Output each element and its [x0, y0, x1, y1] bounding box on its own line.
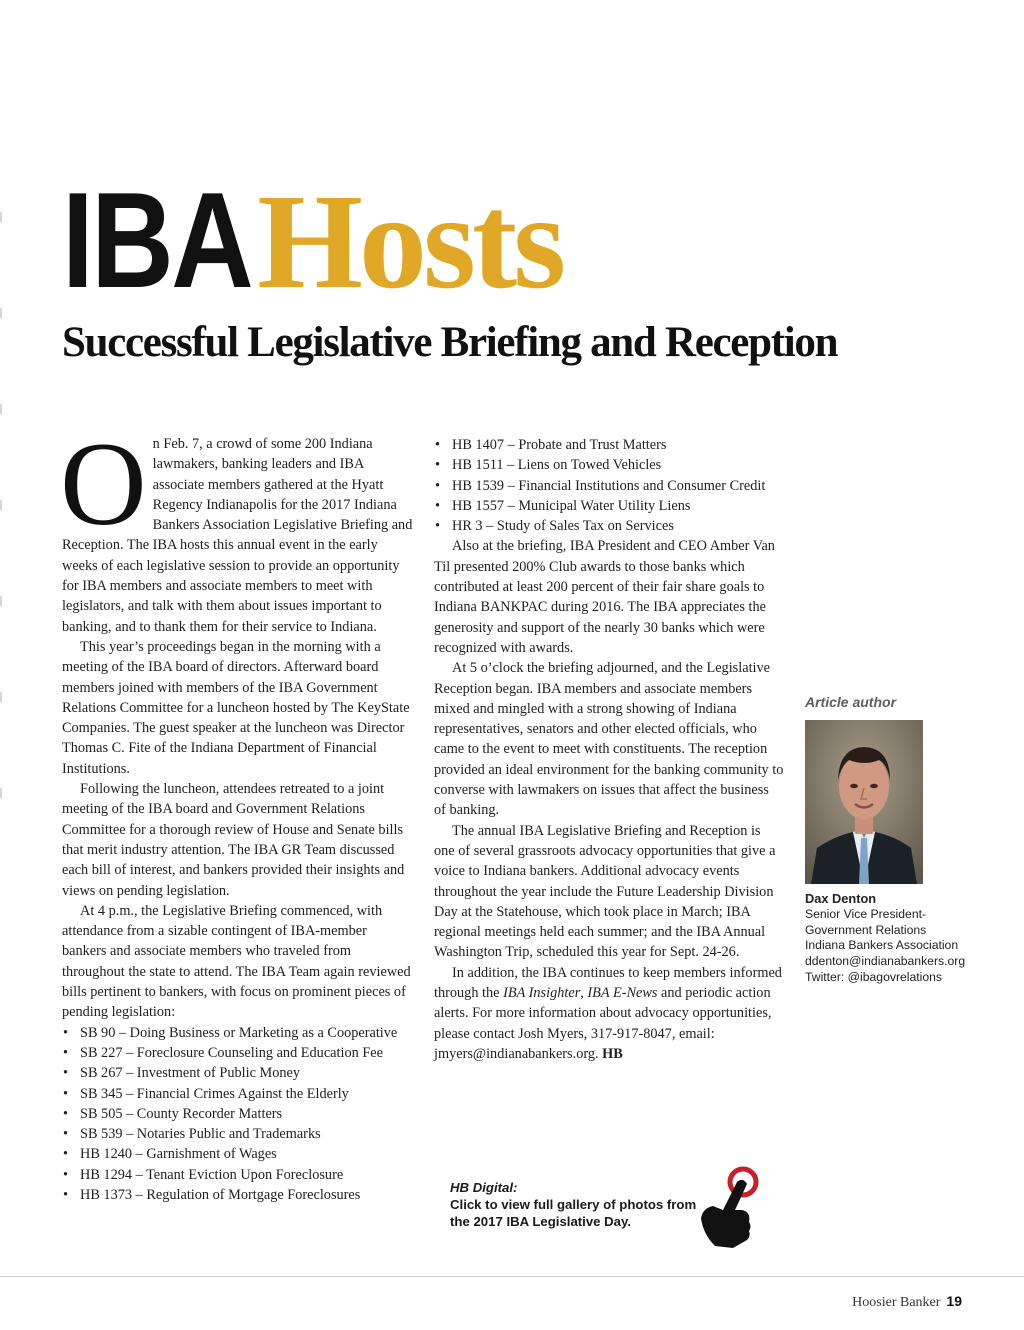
author-twitter: Twitter: @ibagovrelations	[805, 969, 943, 984]
bill-list-item: • HB 1240 – Garnishment of Wages	[62, 1144, 414, 1164]
article-column-1	[60, 417, 414, 1205]
bullet-icon: •	[63, 1105, 69, 1122]
bullet-icon: •	[63, 1166, 69, 1183]
publication-name: IBA Insighter	[503, 985, 581, 1002]
bill-list-item: • HB 1373 – Regulation of Mortgage Foreclosures	[62, 1185, 414, 1205]
bullet-icon: •	[63, 1044, 69, 1061]
author-portrait-image	[805, 720, 923, 884]
title-hosts: Hosts	[257, 167, 563, 317]
bill-list-item: • HB 1511 – Liens on Towed Vehicles	[434, 455, 784, 475]
bill-list	[62, 1023, 414, 1206]
article-paragraph: At 4 p.m., the Legislative Briefing commenced, with attendance from a sizable contingent of IBA-member bankers and associate members who traveled from throughout the state to attend. The IBA Team again reviewed bills pertinent to bankers, with focus on prominent pieces of pending legislation:	[62, 902, 411, 1021]
author-title: Senior Vice President-	[805, 906, 927, 921]
page-title	[62, 164, 563, 317]
author-label: Article author	[805, 694, 897, 710]
author-email: ddenton@indianabankers.org	[805, 954, 966, 969]
bill-list-item: • SB 505 – County Recorder Matters	[62, 1104, 414, 1124]
bullet-icon: •	[435, 518, 441, 535]
article-paragraph: Following the luncheon, attendees retreated to a joint meeting of the IBA board and Government Relations Committee for a thorough review of House and Senate bills that merit industry attention. The IBA GR Team discussed each bill of interest, and bankers provided their insights and views on pending legislation.	[62, 781, 405, 899]
bullet-icon: •	[63, 1126, 69, 1143]
article-paragraph: This year’s proceedings began in the morning with a meeting of the IBA board of directors. Afterward board members joined with members of the IBA Government Relations Committee for a luncheon hosted by The KeyState Companies. The guest speaker at the luncheon was Director Thomas C. Fite of the Indiana Department of Financial Institutions.	[62, 638, 410, 777]
author-name: Dax Denton	[805, 891, 877, 906]
author-photo	[805, 720, 923, 884]
page-edge-marks	[0, 212, 2, 832]
hb-digital-gallery-link[interactable]	[450, 1179, 710, 1230]
bullet-icon: •	[63, 1024, 69, 1041]
bullet-icon: •	[63, 1065, 69, 1082]
bill-list-item: • HB 1294 – Tenant Eviction Upon Foreclosure	[62, 1165, 414, 1185]
bill-list-item: • SB 267 – Investment of Public Money	[62, 1063, 414, 1083]
bill-list-item: • SB 90 – Doing Business or Marketing as a Cooperative	[62, 1023, 414, 1043]
pointing-hand-icon[interactable]	[697, 1160, 763, 1248]
bullet-icon: •	[435, 457, 441, 474]
bullet-icon: •	[435, 497, 441, 514]
publication-name: IBA E-News	[587, 985, 658, 1002]
bill-list-item: • HR 3 – Study of Sales Tax on Services	[434, 516, 784, 536]
drop-cap: O	[60, 417, 147, 550]
bullet-icon: •	[63, 1146, 69, 1163]
article-paragraph: In addition, the IBA continues to keep members informed through the IBA Insighter, IBA E-News and periodic action alerts. For more information about advocacy opportunities, please contact Josh Myers, 317-917-8047, email: jmyers@indianabankers.org. HB	[434, 964, 782, 1062]
footer-rule	[0, 1276, 1024, 1277]
bill-list-item: • HB 1557 – Municipal Water Utility Liens	[434, 496, 784, 516]
bill-list-item: • SB 227 – Foreclosure Counseling and Education Fee	[62, 1043, 414, 1063]
page-number: 19	[946, 1293, 962, 1309]
bullet-icon: •	[63, 1186, 69, 1203]
hb-digital-label: HB Digital:	[450, 1180, 518, 1195]
author-info	[805, 891, 1015, 986]
title-iba: IBA	[62, 164, 252, 316]
author-title: Government Relations	[805, 922, 927, 937]
page-subtitle: Successful Legislative Briefing and Reception	[62, 319, 838, 366]
article-paragraph: Also at the briefing, IBA President and CEO Amber Van Til presented 200% Club awards to those banks which contributed at least 200 percent of their fair share goals to Indiana BANKPAC during 2016. The IBA appreciates the generosity and support of the nearly 30 banks which were recognized with awards.	[434, 538, 775, 656]
end-mark: HB	[602, 1045, 623, 1062]
article-paragraph: On Feb. 7, a crowd of some 200 Indiana lawmakers, banking leaders and IBA associate members gathered at the Hyatt Regency Indianapolis for the 2017 Indiana Bankers Association Legislative Briefing and Reception. The IBA hosts this annual event in the early weeks of each legislative session to provide an opportunity for IBA members and associate members to meet with legislators, and talk with them about issues important to banking, and to thank them for their service to Indiana.	[60, 417, 413, 635]
bullet-icon: •	[435, 477, 441, 494]
bill-list-item: • SB 345 – Financial Crimes Against the Elderly	[62, 1084, 414, 1104]
publication-name: Hoosier Banker	[852, 1295, 941, 1310]
bill-list-item: • HB 1407 – Probate and Trust Matters	[434, 435, 784, 455]
bill-list-item: • SB 539 – Notaries Public and Trademarks	[62, 1124, 414, 1144]
article-paragraph: At 5 o’clock the briefing adjourned, and the Legislative Reception began. IBA members and associate members mixed and mingled with a strong showing of Indiana representatives, senators and other elected officials, who came to the event to meet with constituents. The reception provided an ideal environment for the banking community to converse with lawmakers on issues that affect the business of banking.	[434, 660, 784, 819]
article-column-2	[434, 435, 784, 1064]
bill-list	[434, 435, 784, 536]
article-paragraph: The annual IBA Legislative Briefing and Reception is one of several grassroots advocacy opportunities that give a voice to Indiana bankers. Additional advocacy events throughout the year include the Future Leadership Division Day at the Statehouse, which took place in March; IBA regional meetings held each summer; and the IBA Annual Washington Trip, scheduled this year for Sept. 24-26.	[434, 822, 776, 961]
page-footer	[852, 1293, 962, 1311]
bullet-icon: •	[63, 1085, 69, 1102]
bullet-icon: •	[435, 437, 441, 453]
hb-digital-text: Click to view full gallery of photos from the 2017 IBA Legislative Day.	[450, 1197, 697, 1229]
bill-list-item: • HB 1539 – Financial Institutions and Consumer Credit	[434, 476, 784, 496]
author-organization: Indiana Bankers Association	[805, 938, 959, 953]
